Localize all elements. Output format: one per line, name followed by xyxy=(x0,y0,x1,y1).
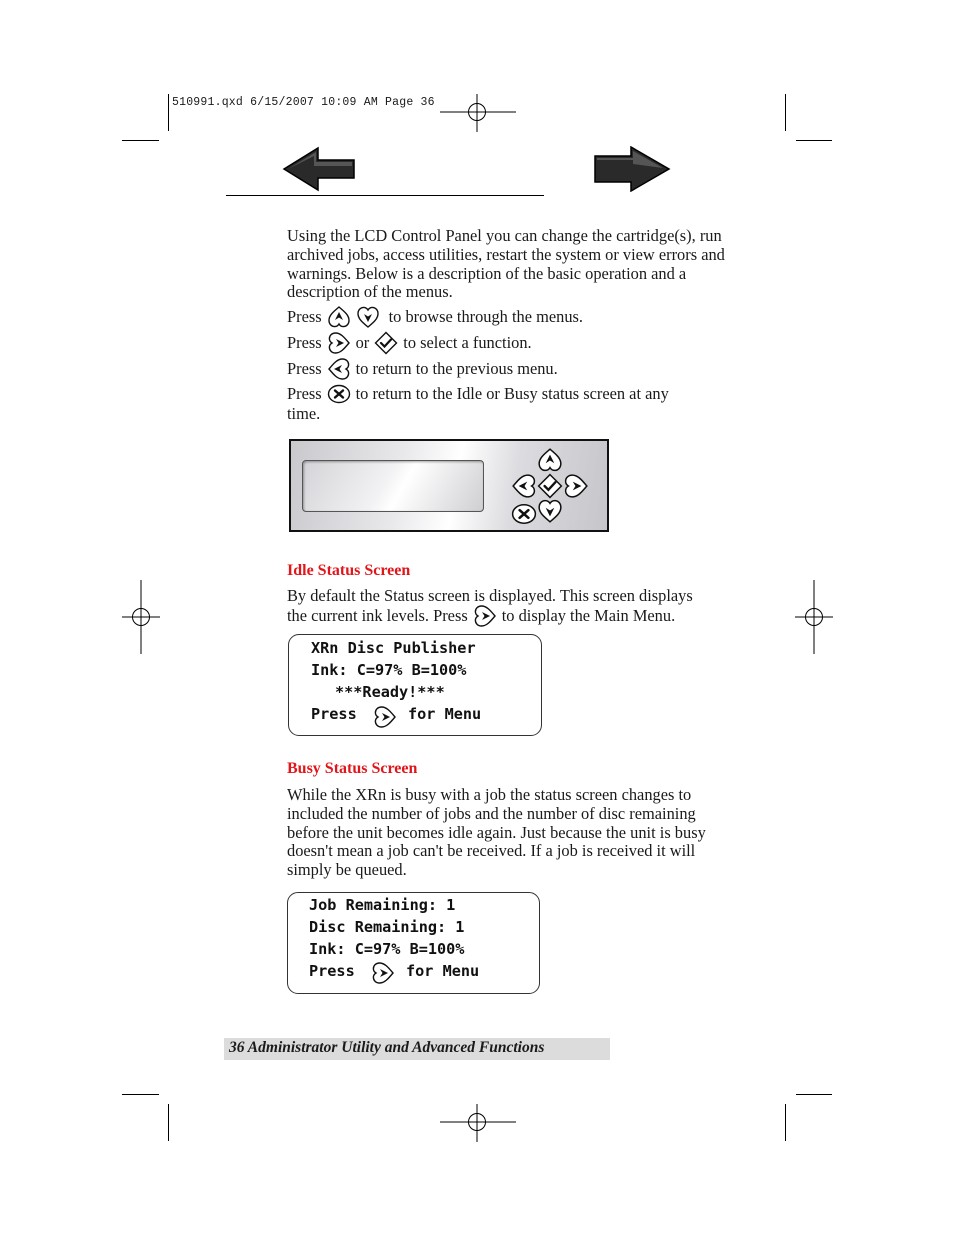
registration-mark-icon xyxy=(440,1104,516,1142)
registration-mark-icon xyxy=(440,94,516,132)
right-key-icon xyxy=(371,961,395,985)
busy-paragraph: While the XRn is busy with a job the status screen changes to included the number of jobs and the number of disc remaining before the unit becomes idle again. Just because the unit is busy doesn't mean a job can't be received. If a job is received it will simply be queued. xyxy=(287,785,706,880)
header-rule xyxy=(226,195,544,196)
check-button-icon[interactable] xyxy=(537,473,563,499)
busy-lcd-line4-press: Press xyxy=(309,962,355,980)
idle-desc-line1: By default the Status screen is displayed. This screen displays xyxy=(287,586,693,605)
lcd-control-panel xyxy=(289,439,609,532)
crop-mark xyxy=(168,94,169,131)
idle-lcd-line3: ***Ready!*** xyxy=(335,683,445,701)
press-line-back xyxy=(287,357,558,381)
idle-lcd-line4-press: Press xyxy=(311,705,357,723)
crop-mark xyxy=(785,1104,786,1141)
cancel-text-cont: time. xyxy=(287,404,321,423)
left-key-icon xyxy=(327,357,351,381)
press-line-browse xyxy=(287,305,583,329)
idle-lcd-line4-menu: for Menu xyxy=(408,705,482,723)
file-slug: 510991.qxd 6/15/2007 10:09 AM Page 36 xyxy=(172,96,435,109)
right-arrow-icon[interactable] xyxy=(593,146,671,192)
busy-status-heading: Busy Status Screen xyxy=(287,760,418,777)
busy-lcd-line4-menu: for Menu xyxy=(406,962,480,980)
right-button-icon[interactable] xyxy=(563,473,589,499)
crop-mark xyxy=(796,140,832,141)
crop-mark xyxy=(122,140,159,141)
busy-lcd-line3: Ink: C=97% B=100% xyxy=(309,940,465,958)
right-key-icon xyxy=(473,604,497,628)
keypad xyxy=(507,445,591,529)
select-text: to select a function. xyxy=(403,332,532,352)
busy-lcd-line1: Job Remaining: 1 xyxy=(309,896,456,914)
crop-mark xyxy=(168,1104,169,1141)
down-key-icon xyxy=(356,305,380,329)
idle-desc-text-a: the current ink levels. Press xyxy=(287,605,468,625)
registration-mark-icon xyxy=(795,580,833,654)
intro-paragraph: Using the LCD Control Panel you can change the cartridge(s), run archived jobs, access utilities, restart the system or view errors and warnings. Below is a description of the basic operation and a description of the menus. xyxy=(287,226,725,302)
idle-status-screen xyxy=(288,634,542,736)
right-key-icon xyxy=(373,705,397,729)
browse-text: to browse through the menus. xyxy=(388,306,583,326)
idle-lcd-line1: XRn Disc Publisher xyxy=(311,639,476,657)
busy-status-screen xyxy=(287,892,540,994)
idle-desc-text-b: to display the Main Menu. xyxy=(501,605,676,625)
crop-mark xyxy=(796,1094,832,1095)
cancel-text: to return to the Idle or Busy status screen at any xyxy=(355,383,669,403)
cancel-key-icon xyxy=(327,382,351,406)
left-button-icon[interactable] xyxy=(511,473,537,499)
press-label: Press xyxy=(287,383,322,403)
press-line-select xyxy=(287,331,532,355)
up-key-icon xyxy=(327,305,351,329)
page-footer: 36 Administrator Utility and Advanced Functions xyxy=(229,1039,545,1056)
back-text: to return to the previous menu. xyxy=(355,358,558,378)
idle-lcd-line2: Ink: C=97% B=100% xyxy=(311,661,467,679)
press-label: Press xyxy=(287,306,322,326)
or-text: or xyxy=(355,332,370,352)
up-button-icon[interactable] xyxy=(537,447,563,473)
press-label: Press xyxy=(287,332,322,352)
busy-lcd-line2: Disc Remaining: 1 xyxy=(309,918,465,936)
cancel-button-icon[interactable] xyxy=(511,501,537,527)
right-key-icon xyxy=(327,331,351,355)
down-button-icon[interactable] xyxy=(537,498,563,524)
check-key-icon xyxy=(374,331,398,355)
lcd-display xyxy=(302,460,484,512)
crop-mark xyxy=(785,94,786,131)
crop-mark xyxy=(122,1094,159,1095)
press-line-cancel xyxy=(287,382,669,406)
idle-status-heading: Idle Status Screen xyxy=(287,562,411,579)
idle-desc-line2 xyxy=(287,604,675,628)
press-label: Press xyxy=(287,358,322,378)
registration-mark-icon xyxy=(122,580,160,654)
left-arrow-icon[interactable] xyxy=(282,146,356,192)
